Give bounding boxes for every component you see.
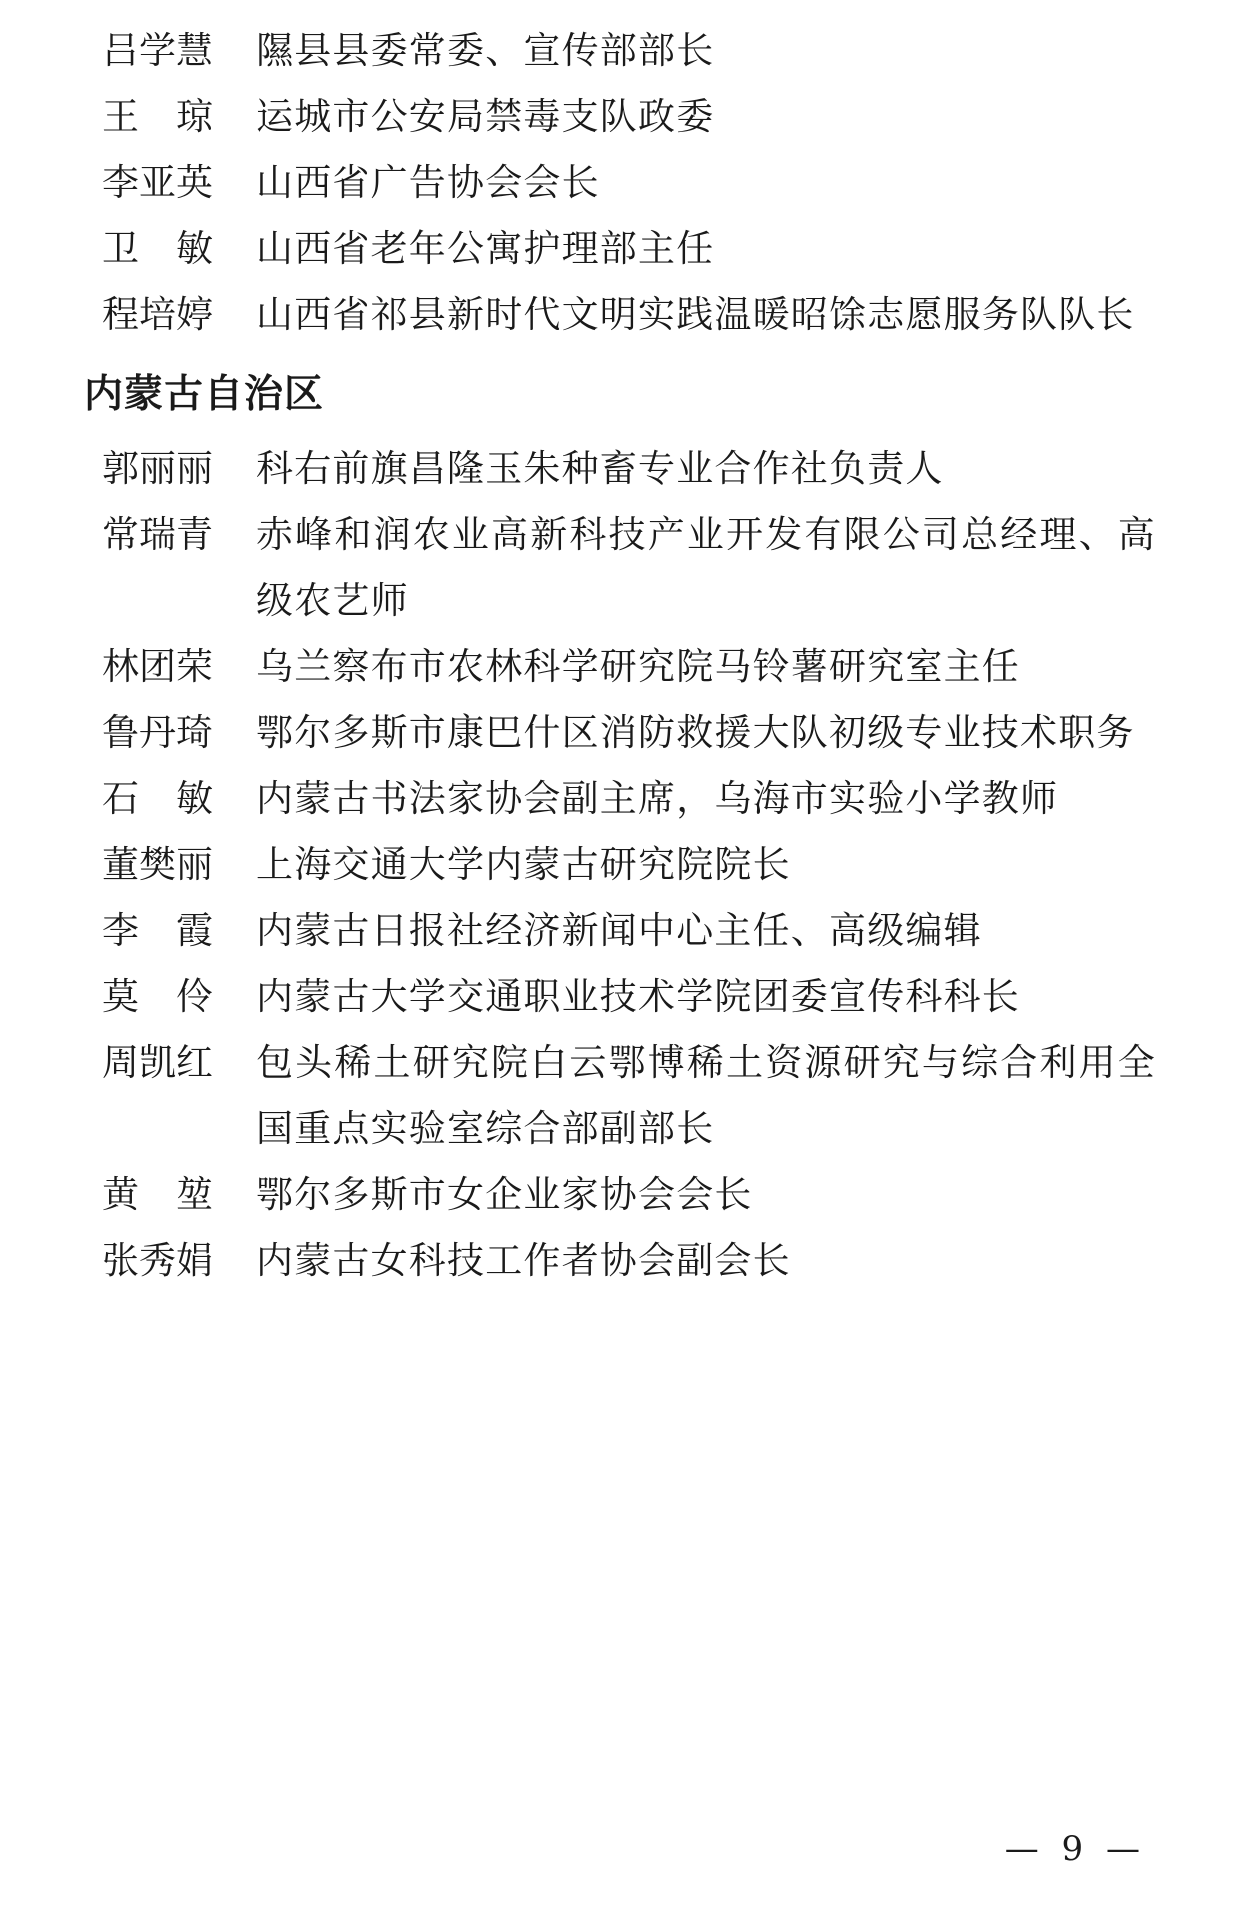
person-name: 李亚英 [102, 161, 213, 204]
list-item [84, 502, 1156, 634]
person-title: 隰县县委常委、宣传部部长 [256, 29, 715, 72]
person-name: 常瑞青 [102, 513, 213, 556]
person-title: 上海交通大学内蒙古研究院院长 [256, 843, 791, 886]
list-item [84, 1162, 1156, 1228]
person-title: 山西省老年公寓护理部主任 [256, 227, 715, 270]
person-name: 黄 堃 [102, 1173, 213, 1216]
person-title: 赤峰和润农业高新科技产业开发有限公司总经理、高级农艺师 [256, 513, 1156, 622]
person-title: 山西省祁县新时代文明实践温暖昭馀志愿服务队队长 [256, 293, 1135, 336]
list-item [84, 898, 1156, 964]
person-title: 内蒙古大学交通职业技术学院团委宣传科科长 [256, 975, 1020, 1018]
person-name: 张秀娟 [102, 1239, 213, 1282]
person-title: 鄂尔多斯市女企业家协会会长 [256, 1173, 753, 1216]
person-title: 乌兰察布市农林科学研究院马铃薯研究室主任 [256, 645, 1020, 688]
page-content [84, 18, 1156, 1294]
person-name: 郭丽丽 [102, 447, 213, 490]
person-name: 王 琼 [102, 95, 213, 138]
person-name: 周凯红 [102, 1041, 213, 1084]
person-title: 山西省广告协会会长 [256, 161, 600, 204]
section-heading: 内蒙古自治区 [84, 372, 325, 417]
list-item [84, 282, 1156, 348]
list-item [84, 964, 1156, 1030]
person-title: 运城市公安局禁毒支队政委 [256, 95, 715, 138]
person-name: 李 霞 [102, 909, 213, 952]
list-item [84, 436, 1156, 502]
person-title: 内蒙古女科技工作者协会副会长 [256, 1239, 791, 1282]
person-name: 程培婷 [102, 293, 213, 336]
list-item [84, 18, 1156, 84]
list-item [84, 216, 1156, 282]
list-item [84, 84, 1156, 150]
list-item [84, 832, 1156, 898]
person-title: 科右前旗昌隆玉朱种畜专业合作社负责人 [256, 447, 944, 490]
list-item [84, 150, 1156, 216]
person-title: 内蒙古书法家协会副主席，乌海市实验小学教师 [256, 777, 1059, 820]
list-item [84, 634, 1156, 700]
person-name: 林团荣 [102, 645, 213, 688]
person-name: 莫 伶 [102, 975, 213, 1018]
person-name: 鲁丹琦 [102, 711, 213, 754]
person-name: 石 敏 [102, 777, 213, 820]
person-name: 董樊丽 [102, 843, 213, 886]
list-item [84, 700, 1156, 766]
list-item [84, 766, 1156, 832]
list-item [84, 1030, 1156, 1162]
person-name: 卫 敏 [102, 227, 213, 270]
person-title: 鄂尔多斯市康巴什区消防救援大队初级专业技术职务 [256, 711, 1135, 754]
person-title: 包头稀土研究院白云鄂博稀土资源研究与综合利用全国重点实验室综合部副部长 [256, 1041, 1156, 1150]
person-name: 吕学慧 [102, 29, 213, 72]
person-title: 内蒙古日报社经济新闻中心主任、高级编辑 [256, 909, 982, 952]
page-number: — 9 — [1004, 1829, 1146, 1869]
list-item [84, 1228, 1156, 1294]
